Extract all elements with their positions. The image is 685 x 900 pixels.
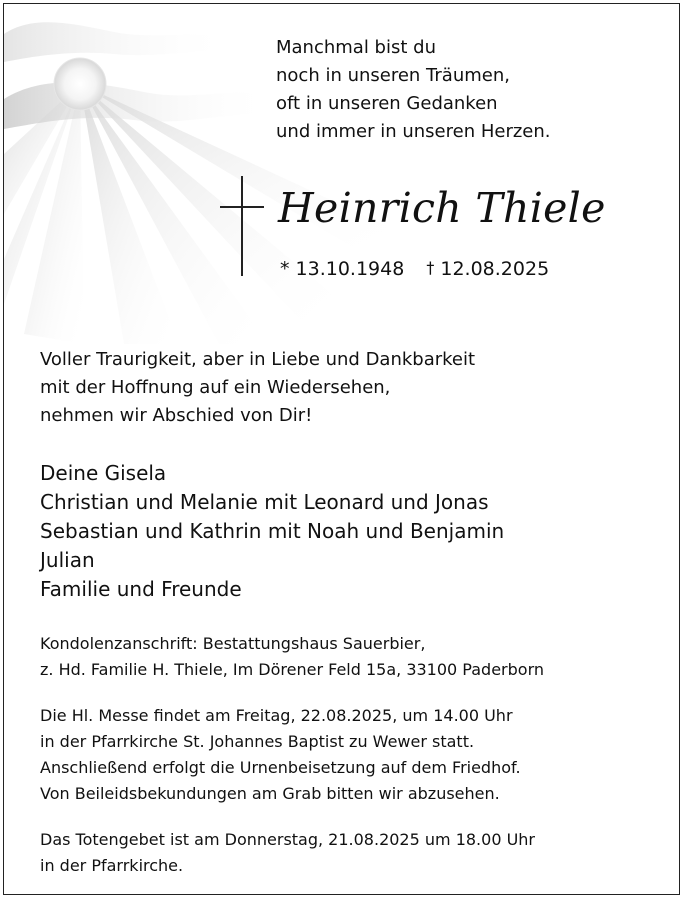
poem [276,34,551,146]
cross-icon [220,176,264,276]
deceased-name: Heinrich Thiele [278,184,606,232]
death-date: 12.08.2025 [440,258,550,280]
mass-line: Von Beileidsbekundungen am Grab bitten wir abzusehen. [40,784,500,803]
farewell-message [40,346,475,430]
message-line: Voller Traurigkeit, aber in Liebe und Dankbarkeit [40,349,476,370]
condolence-address [40,631,544,683]
dagger-icon: † [426,258,435,277]
sun-shape [54,58,106,110]
mourner-line: Julian [40,548,95,572]
mourner-line: Familie und Freunde [40,577,242,601]
mass-info [40,703,521,807]
obituary-notice [3,3,680,895]
mourner-line: Sebastian und Kathrin mit Noah und Benjamin [40,519,505,543]
mass-line: in der Pfarrkirche St. Johannes Baptist zu Wewer statt. [40,732,475,751]
poem-line: Manchmal bist du [276,37,436,58]
condolence-line: z. Hd. Familie H. Thiele, Im Dörener Feld 15a, 33100 Paderborn [40,660,544,679]
prayer-line: Das Totengebet ist am Donnerstag, 21.08.2025 um 18.00 Uhr [40,830,536,849]
birth-date: * 13.10.1948 [280,258,405,280]
prayer-info [40,827,535,879]
message-line: nehmen wir Abschied von Dir! [40,405,313,426]
message-line: mit der Hoffnung auf ein Wiedersehen, [40,377,391,398]
poem-line: oft in unseren Gedanken [276,93,498,114]
mass-line: Die Hl. Messe findet am Freitag, 22.08.2025, um 14.00 Uhr [40,706,513,725]
poem-line: und immer in unseren Herzen. [276,121,551,142]
condolence-line: Kondolenzanschrift: Bestattungshaus Sauerbier, [40,634,426,653]
life-dates [280,256,549,283]
poem-line: noch in unseren Träumen, [276,65,510,86]
mass-line: Anschließend erfolgt die Urnenbeisetzung auf dem Friedhof. [40,758,521,777]
prayer-line: in der Pfarrkirche. [40,856,184,875]
mourner-line: Deine Gisela [40,461,167,485]
mourner-line: Christian und Melanie mit Leonard und Jonas [40,490,489,514]
clouds [4,22,274,129]
mourners-list [40,459,504,604]
